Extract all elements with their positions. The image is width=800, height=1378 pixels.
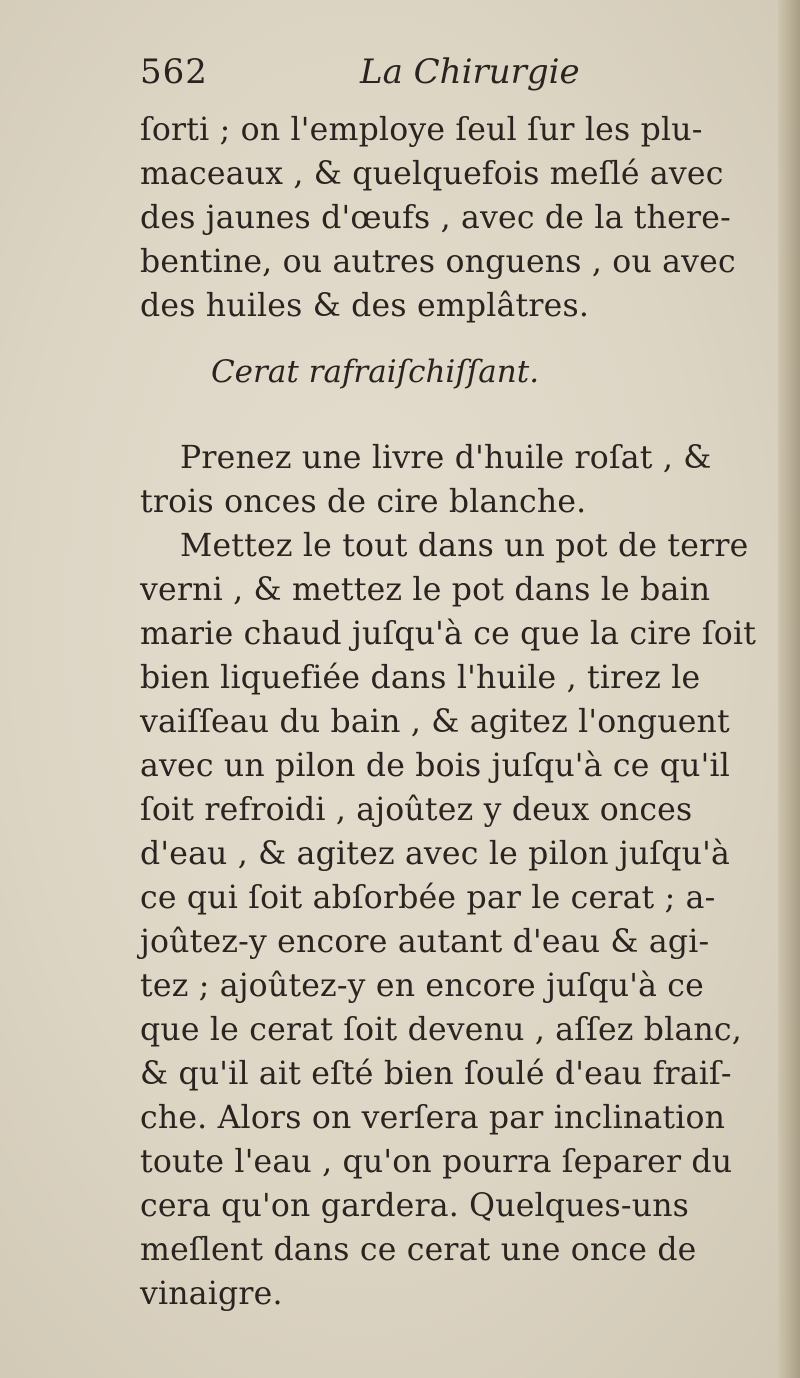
- text-line: avec un pilon de bois juſqu'à ce qu'il: [140, 748, 731, 784]
- text-line: des jaunes d'œufs , avec de la there-: [140, 200, 731, 236]
- text-line: des huiles & des emplâtres.: [140, 288, 590, 324]
- text-line: Mettez le tout dans un pot de terre: [180, 528, 749, 564]
- text-line: toute l'eau , qu'on pourra ſeparer du: [140, 1144, 733, 1180]
- text-line: trois onces de cire blanche.: [140, 484, 587, 520]
- text-line: che. Alors on verſera par inclination: [140, 1100, 726, 1136]
- text-line: Prenez une livre d'huile roſat , &: [180, 440, 712, 476]
- text-line: bentine, ou autres onguens , ou avec: [140, 244, 736, 280]
- page-header: [140, 52, 610, 102]
- text-line: vaiſſeau du bain , & agitez l'onguent: [140, 704, 730, 740]
- text-line: ce qui ſoit abſorbée par le cerat ; a-: [140, 880, 716, 916]
- running-title: La Chirurgie: [360, 52, 580, 92]
- paragraph-continued: [140, 108, 740, 328]
- paragraph-ingredients: [140, 436, 740, 524]
- text-line: d'eau , & agitez avec le pilon juſqu'à: [140, 836, 730, 872]
- page-edge-shadow: [778, 0, 800, 1378]
- text-line: meſlent dans ce cerat une once de: [140, 1232, 697, 1268]
- paragraph-instructions: [140, 524, 757, 1316]
- text-line: ſoit refroidi , ajoûtez y deux onces: [140, 792, 693, 828]
- text-line: que le cerat ſoit devenu , aſſez blanc,: [140, 1012, 742, 1048]
- text-line: joûtez-y encore autant d'eau & agi-: [140, 924, 710, 960]
- page-number: 562: [140, 52, 208, 92]
- text-line: bien liquefiée dans l'huile , tirez le: [140, 660, 701, 696]
- text-line: marie chaud juſqu'à ce que la cire ſoit: [140, 616, 757, 652]
- text-line: ſorti ; on l'employe ſeul ſur les plu-: [140, 112, 703, 148]
- text-line: tez ; ajoûtez-y en encore juſqu'à ce: [140, 968, 704, 1004]
- text-line: maceaux , & quelquefois meſlé avec: [140, 156, 724, 192]
- text-line: & qu'il ait eſté bien ſoulé d'eau fraiſ-: [140, 1056, 732, 1092]
- text-line: cera qu'on gardera. Quelques-uns: [140, 1188, 690, 1224]
- text-line: vinaigre.: [140, 1276, 283, 1312]
- section-heading: Cerat rafraiſchiſſant.: [210, 354, 540, 390]
- text-line: verni , & mettez le pot dans le bain: [140, 572, 711, 608]
